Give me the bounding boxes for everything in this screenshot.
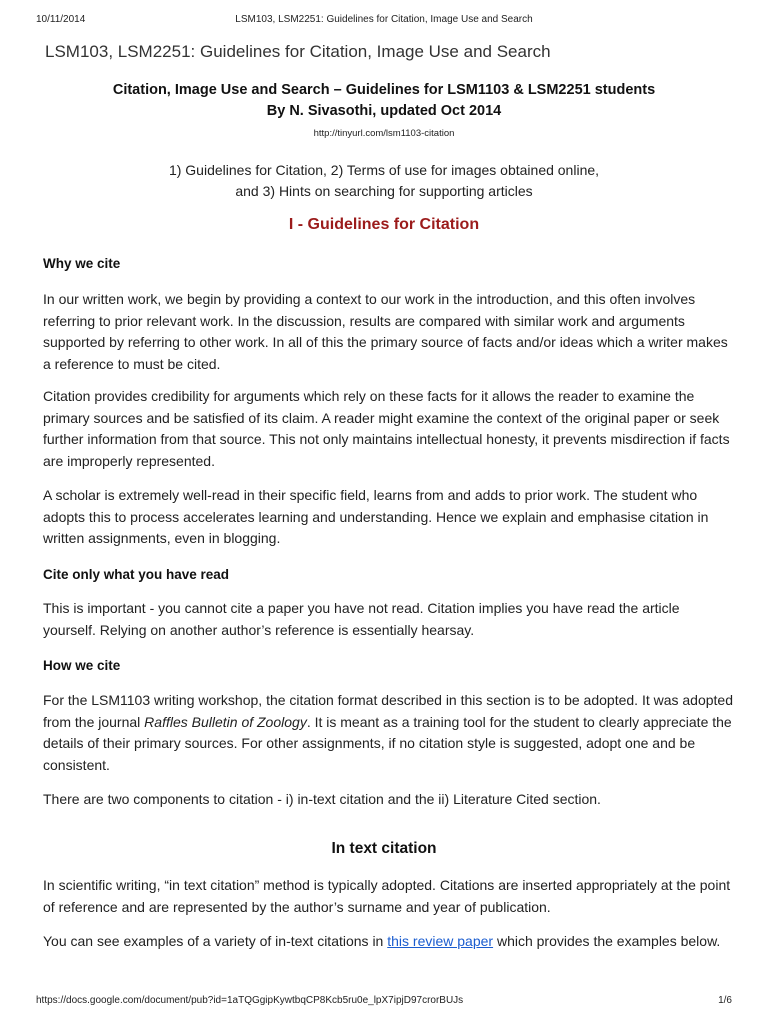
author-line: By N. Sivasothi, updated Oct 2014 — [266, 103, 502, 119]
page-number: 1/6 — [718, 995, 732, 1006]
paragraph: There are two components to citation - i) in-text citation and the ii) Literature Cited section. — [43, 791, 601, 807]
main-heading-line1: Citation, Image Use and Search – Guidelines for LSM1103 & LSM2251 students — [112, 82, 656, 98]
subheading-in-text-citation: In text citation — [331, 840, 437, 857]
intro-line2: and 3) Hints on searching for supporting articles — [235, 183, 533, 199]
paragraph — [43, 690, 733, 776]
text-run: For the LSM1103 writing workshop, the citation format described in this section is to be adopted. It was adopted from the journal — [43, 692, 734, 730]
text-run: . It is meant as a training tool for the student to clearly appreciate the details of their primary sources. For other assignments, if no citation style is suggested, adopt one and be consistent. — [43, 713, 732, 773]
print-header — [36, 14, 732, 28]
section-heading-citation: I - Guidelines for Citation — [288, 216, 480, 233]
subheading-cite-only: Cite only what you have read — [43, 567, 230, 582]
subheading-how-we-cite: How we cite — [43, 658, 121, 673]
text-run: which provides the examples below. — [493, 933, 721, 949]
subheading-why-we-cite: Why we cite — [43, 256, 121, 271]
print-footer — [36, 995, 732, 1009]
journal-name: Raffles Bulletin of Zoology — [144, 713, 307, 730]
print-title: LSM103, LSM2251: Guidelines for Citation, Image Use and Search — [235, 14, 533, 25]
paragraph: A scholar is extremely well-read in their specific field, learns from and adds to prior work. The student who adopts this to process accelerates learning and understanding. Hence we explain and emphasise citation in written assignments, even in blogging. — [43, 487, 709, 546]
intro-summary — [0, 160, 768, 202]
print-date: 10/11/2014 — [36, 14, 86, 25]
paragraph: In our written work, we begin by providing a context to our work in the introduction, and this often involves referring to prior relevant work. In the discussion, results are compared with similar work and arguments supported by referring to other work. In all of this the primary source of facts and/or ideas which a writer makes a reference to must be cited. — [43, 291, 728, 372]
print-footer-url: https://docs.google.com/document/pub?id=1aTQGgipKywtbqCP8Kcb5ru0e_lpX7ipjD97crorBUJs — [36, 995, 464, 1006]
intro-line1: 1) Guidelines for Citation, 2) Terms of use for images obtained online, — [168, 162, 600, 178]
paragraph: This is important - you cannot cite a paper you have not read. Citation implies you have read the article yourself. Relying on another author’s reference is essentially hearsay. — [43, 600, 680, 638]
paragraph — [43, 931, 733, 953]
document-title: LSM103, LSM2251: Guidelines for Citation, Image Use and Search — [45, 42, 551, 61]
short-url: http://tinyurl.com/lsm1103-citation — [313, 128, 455, 139]
paragraph: In scientific writing, “in text citation” method is typically adopted. Citations are inserted appropriately at the point of reference and are represented by the author’s surname and year of publication. — [43, 877, 731, 915]
paragraph: Citation provides credibility for arguments which rely on these facts for it allows the reader to examine the primary sources and be satisfied of its claim. A reader might examine the context of the original paper or seek further information from that source. This not only maintains intellectual honesty, it prevents misdirection if facts are improperly represented. — [43, 388, 730, 469]
review-paper-link[interactable]: this review paper — [387, 933, 494, 949]
main-heading — [0, 80, 768, 122]
text-run: You can see examples of a variety of in-text citations in — [43, 933, 388, 949]
